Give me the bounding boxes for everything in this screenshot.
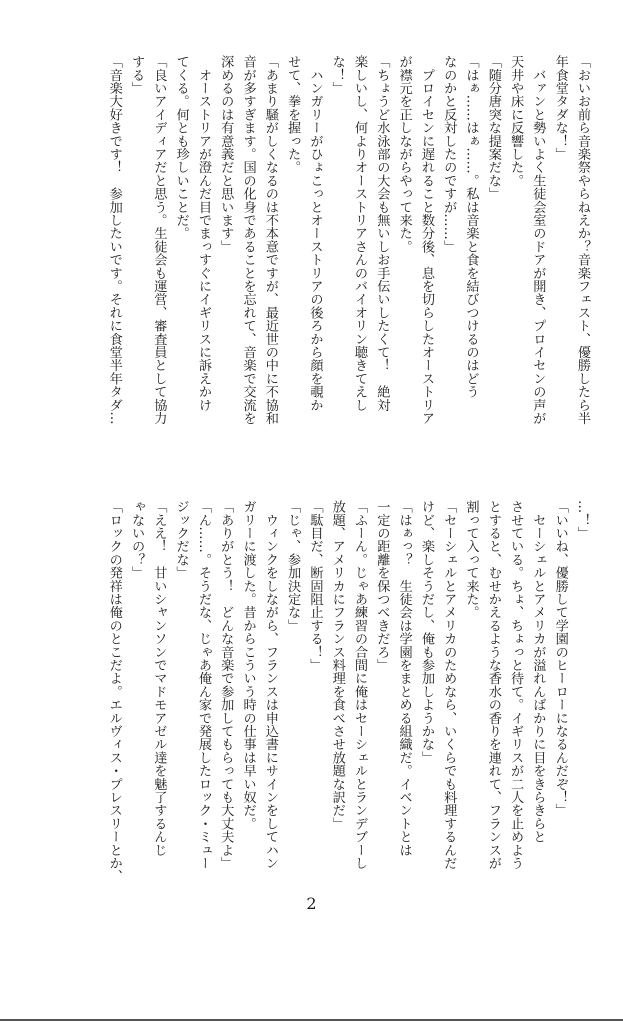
text-line: 「ふーん。じゃあ練習の合間に俺はセーシェルとランデブーし: [352, 500, 368, 870]
text-line: 「じゃ、参加決定な」: [285, 500, 301, 632]
text-line: 「ちょうど水泳部の大会も無いしお手伝いしたくて！ 絶対: [374, 55, 390, 412]
text-line: ガリーに渡した。昔からこういう時の仕事は早い奴だ。: [240, 500, 256, 830]
text-line: 「はぁっ？ 生徒会は学園をまとめる組織だ。イベントとは: [396, 500, 412, 857]
text-line: 「あまり騒がしくなるのは不本意ですが、最近世の中に不協和: [262, 55, 278, 425]
text-line: ハンガリーがひょこっとオーストリアの後ろから顔を覗か: [307, 55, 323, 412]
text-line: 楽しいし、何よりオーストリアさんのバイオリン聴きてえし: [352, 55, 368, 412]
bottom-rule: [0, 1019, 623, 1021]
text-line: 「随分唐突な提案だな」: [485, 55, 501, 201]
text-line: 深めるのは有意義だと思います」: [218, 55, 234, 253]
text-line: 「駄目だ、断固阻止する！」: [307, 500, 323, 672]
text-line: する」: [129, 55, 145, 95]
text-line: とすると、むせかえるような香水の香りを連れて、フランスが: [485, 500, 501, 870]
text-line: させている。ちょ、ちょっと待て。イギリスが二人を止めよう: [508, 500, 524, 870]
text-line: 音が多すぎます。国の化身であることを忘れて、音楽で交流を: [240, 55, 256, 425]
text-line: 「ありがとう！ どんな音楽で参加してもらっても大丈夫よ」: [218, 500, 234, 870]
text-line: セーシェルとアメリカが溢れんばかりに目をきらきらと: [530, 500, 546, 844]
text-line: 年食堂タダな！」: [552, 55, 568, 161]
text-line: ウィンクをしながら、フランスは申込書にサインをしてハン: [262, 500, 278, 870]
text-line: 「いいね、優勝して学園のヒーローになるんだぞ！」: [552, 500, 568, 817]
lower-text-block: [102, 500, 593, 920]
upper-text-block: [102, 55, 593, 475]
text-line: プロイセンに遅れること数分後、息を切らしたオーストリア: [418, 55, 434, 425]
text-line: せて、拳を握った。: [285, 55, 301, 174]
text-line: ゃないの？」: [129, 500, 145, 580]
text-line: 「ん……。そうだな、じゃあ俺ん家で発展したロック・ミュー: [195, 500, 211, 870]
text-line: …！」: [575, 500, 590, 540]
text-line: 「良いアイディアだと思う。生徒会も運営、審査員として協力: [151, 55, 167, 425]
text-line: 「セーシェルとアメリカのためなら、いくらでも料理するんだ: [441, 500, 457, 870]
text-line: が襟元を正しながらやって来た。: [396, 55, 412, 253]
text-line: 「はぁ……はぁ……。私は音楽と食を結びつけるのはどう: [463, 55, 479, 399]
text-line: 放題、アメリカにフランス料理を食べさせ放題な訳だ」: [329, 500, 345, 830]
page-number: 2: [306, 894, 317, 913]
text-line: 割って入って来た。: [463, 500, 479, 619]
text-line: 「ええ！ 甘いシャンソンでマドモアゼル達を魅了するんじ: [151, 500, 167, 857]
text-line: 天井や床に反響した。: [508, 55, 524, 187]
text-line: けど、楽しそうだし、俺も参加しようかな」: [418, 500, 434, 764]
text-line: 「おいお前ら音楽祭やらねえか？音楽フェスト、優勝したら半: [575, 55, 590, 425]
text-line: オーストリアが澄んだ目でまっすぐにイギリスに訴えかけ: [195, 55, 211, 412]
text-line: バァンと勢いよく生徒会室のドアが開き、プロイセンの声が: [530, 55, 546, 425]
text-line: てくる。何とも珍しいことだ。: [173, 55, 189, 240]
text-line: 「音楽大好きです！ 参加したいです。それに食堂半年タダ…: [106, 55, 122, 425]
text-line: 「ロックの発祥は俺のとこだよ。エルヴィス・プレスリーとか、: [106, 500, 122, 883]
text-line: 一定の距離を保つべきだろ」: [374, 500, 390, 672]
text-line: なのかと反対したのですが……」: [441, 55, 457, 253]
text-line: ジックだな」: [173, 500, 189, 580]
text-line: な！」: [329, 55, 345, 95]
